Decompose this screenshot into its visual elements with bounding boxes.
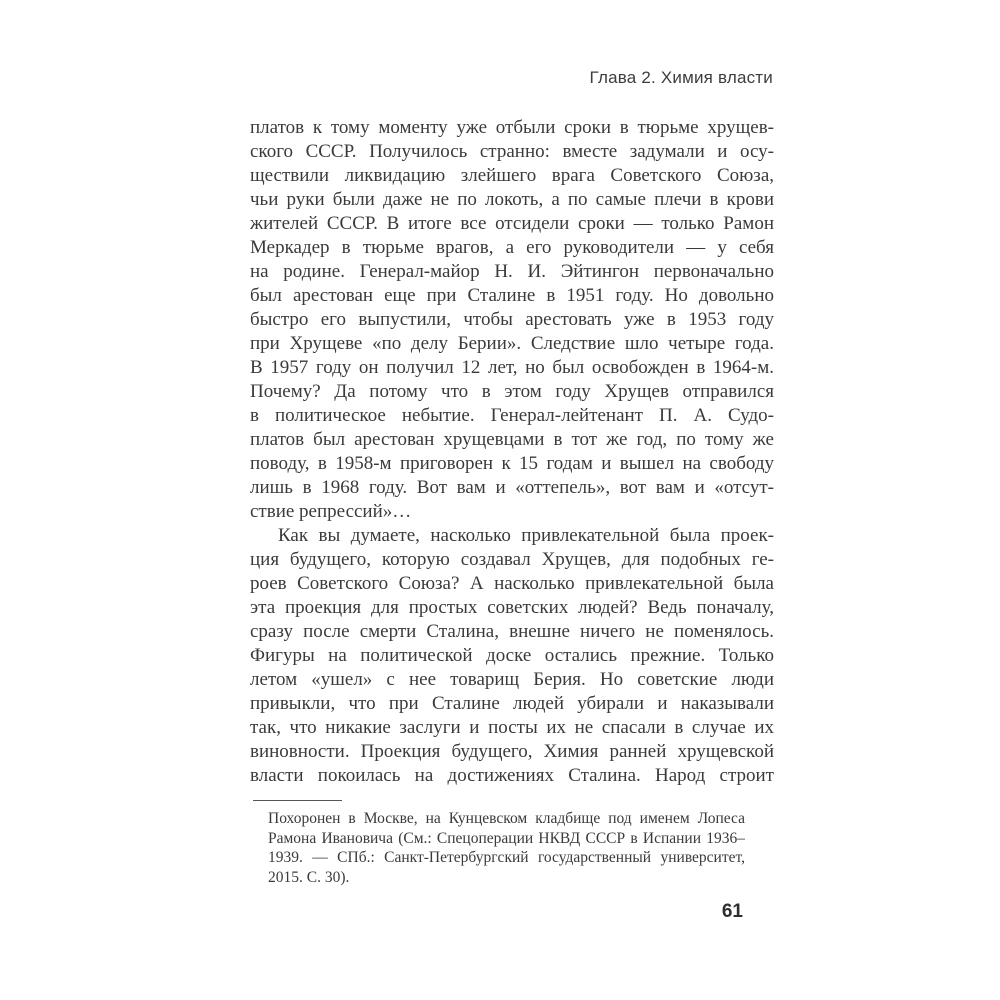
text-line: власти покоилась на достижениях Сталина. Народ строит xyxy=(250,765,774,786)
text-line: Рамона Ивановича (См.: Спецоперации НКВД СССР в Испании 1936– xyxy=(268,829,745,847)
text-line: Почему? Да потому что в этом году Хрущев отправился xyxy=(250,381,774,402)
text-line: Похоронен в Москве, на Кунцевском кладбище под именем Лопеса xyxy=(268,810,745,827)
footnote-divider xyxy=(253,800,342,801)
text-line: привыкли, что при Сталине людей убирали и наказывали xyxy=(250,693,774,714)
text-line: жителей СССР. В итоге все отсидели сроки — только Рамон xyxy=(250,213,774,234)
text-line: платов был арестован хрущевцами в тот же год, по тому же xyxy=(250,429,774,450)
text-line: Как вы думаете, насколько привлекательной была проек- xyxy=(278,525,774,546)
page-number: 61 xyxy=(721,901,743,922)
text-line: при Хрущеве «по делу Берии». Следствие шло четыре года. xyxy=(250,333,774,354)
text-line: сразу после смерти Сталина, внешне ничего не поменялось. xyxy=(250,621,774,642)
text-line: был арестован еще при Сталине в 1951 году. Но довольно xyxy=(250,285,774,306)
text-line: лишь в 1968 году. Вот вам и «оттепель», вот вам и «отсут- xyxy=(250,477,774,498)
running-header: Глава 2. Химия власти xyxy=(589,68,773,87)
text-line: платов к тому моменту уже отбыли сроки в тюрьме хрущев- xyxy=(250,117,774,138)
text-line: летом «ушел» с нее товарищ Берия. Но советские люди xyxy=(250,669,774,690)
text-line: В 1957 году он получил 12 лет, но был освобожден в 1964-м. xyxy=(250,357,774,378)
text-line: быстро его выпустили, чтобы арестовать уже в 1953 году xyxy=(250,309,774,330)
text-line: 1939. — СПб.: Санкт-Петербургский государственный университет, xyxy=(268,849,745,866)
text-line: Фигуры на политической доске остались прежние. Только xyxy=(250,645,774,666)
text-line: поводу, в 1958-м приговорен к 15 годам и вышел на свободу xyxy=(250,453,774,474)
footnote xyxy=(268,809,745,887)
text-line: на родине. Генерал-майор Н. И. Эйтингон первоначально xyxy=(250,261,774,282)
text-line: 2015. С. 30). xyxy=(268,868,350,886)
text-line: виновности. Проекция будущего, Химия ранней хрущевской xyxy=(250,741,774,762)
text-line: роев Советского Союза? А насколько привлекательной была xyxy=(250,573,774,594)
text-line: ществили ликвидацию злейшего врага Советского Союза, xyxy=(250,165,774,186)
text-line: ствие репрессий»… xyxy=(250,501,412,522)
text-line: в политическое небытие. Генерал-лейтенант П. А. Судо- xyxy=(250,405,774,426)
text-line: чьи руки были даже не по локоть, а по самые плечи в крови xyxy=(250,189,774,210)
text-line: ция будущего, которую создавал Хрущев, для подобных ге- xyxy=(250,549,774,570)
text-line: ского СССР. Получилось странно: вместе задумали и осу- xyxy=(250,141,774,162)
text-line: Меркадер в тюрьме врагов, а его руководители — у себя xyxy=(250,237,774,258)
text-line: эта проекция для простых советских людей? Ведь поначалу, xyxy=(250,597,774,618)
body-text xyxy=(250,116,774,788)
text-line: так, что никакие заслуги и посты их не спасали в случае их xyxy=(250,717,774,738)
